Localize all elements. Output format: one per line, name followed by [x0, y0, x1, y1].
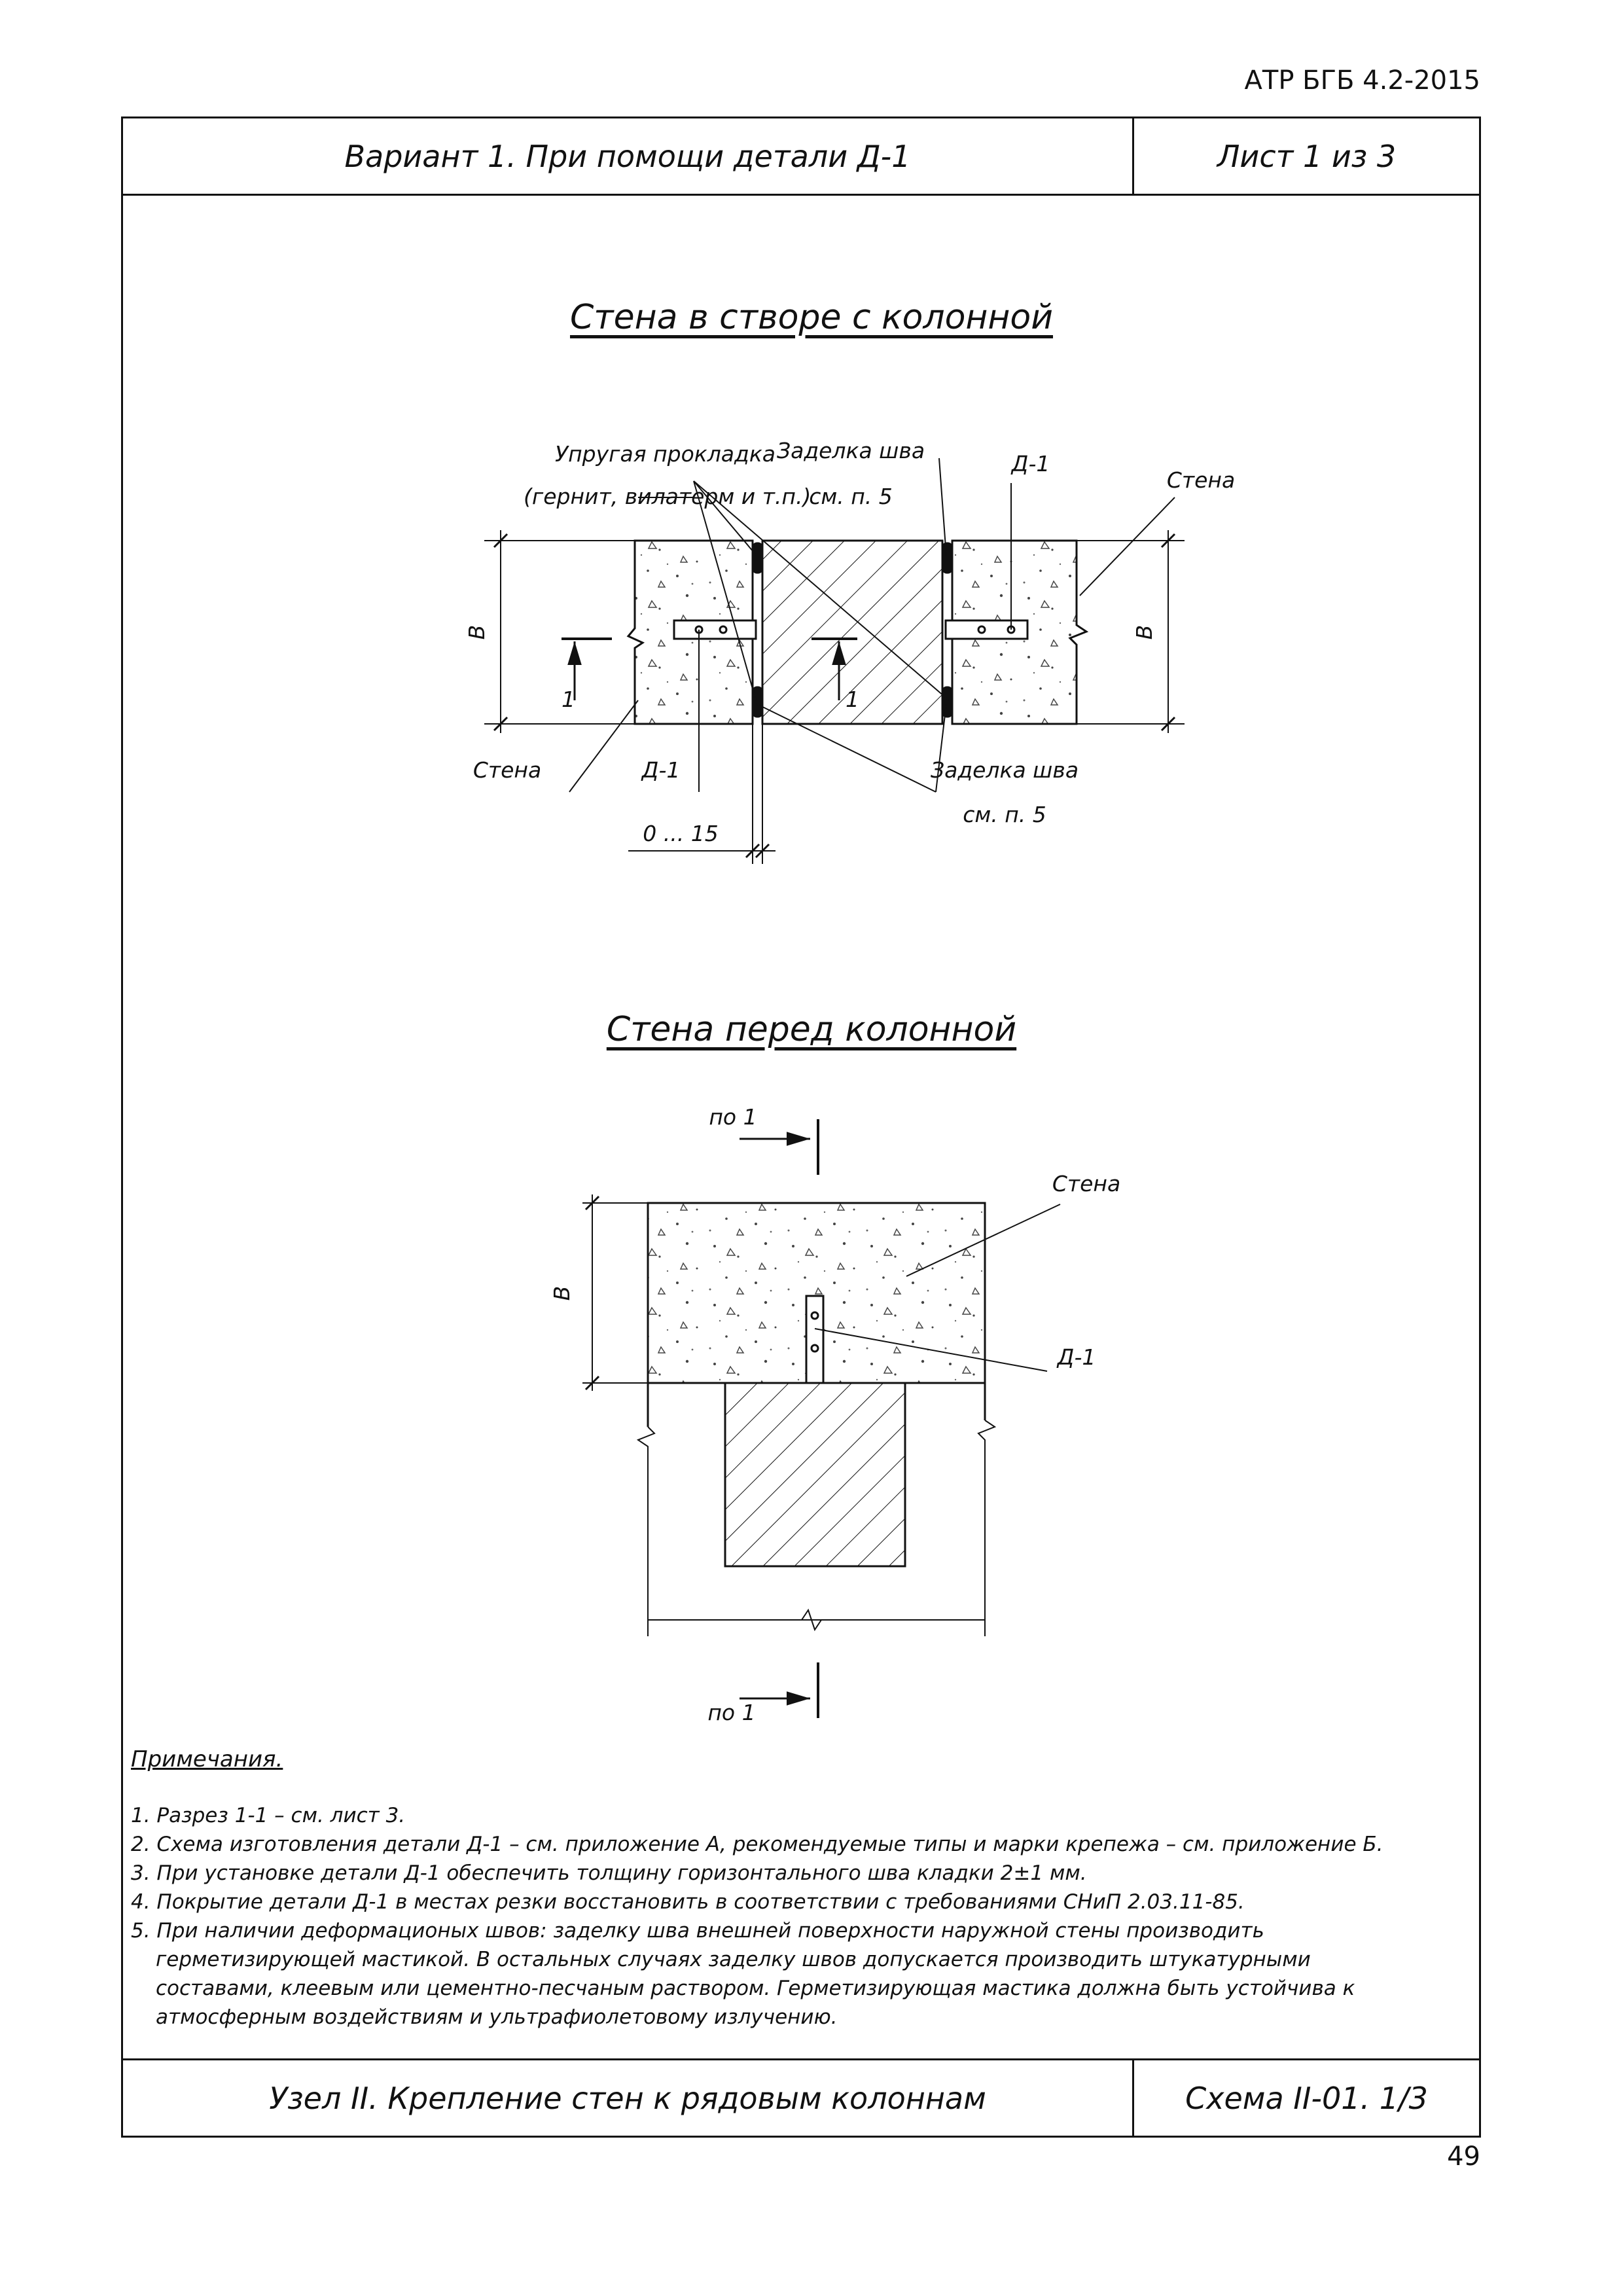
label-d1: Д-1: [1057, 1344, 1096, 1370]
page-number: 49: [1447, 2142, 1480, 2172]
label-gasket-2: (гернит, вилатерм и т.п.): [524, 484, 812, 509]
column-block: [725, 1383, 905, 1566]
label-gasket-1: Упругая прокладка: [555, 441, 776, 467]
label-seal-bottom-1: Заделка шва: [930, 757, 1079, 783]
label-wall: Стена: [1052, 1171, 1121, 1196]
document-code: АТР БГБ 4.2-2015: [1244, 65, 1480, 96]
label-seal-top-2: см. п. 5: [809, 484, 893, 509]
plate-d1-left: [674, 620, 756, 639]
seal-right-bottom: [942, 687, 952, 717]
note-item: 4. Покрытие детали Д-1 в местах резки восстановить в соответствии с требованиями СНиП 2.03.11-85.: [131, 1890, 1245, 1914]
section-1-drawing: [484, 458, 1185, 864]
note-item: 3. При установке детали Д-1 обеспечить толщину горизонтального шва кладки 2±1 мм.: [131, 1861, 1087, 1885]
label-d1-top: Д-1: [1011, 451, 1050, 476]
notes-list: [131, 1801, 1387, 2032]
plate-d1-vertical: [806, 1296, 823, 1383]
label-dim: В: [549, 1285, 575, 1301]
notes-heading: Примечания.: [131, 1746, 283, 1772]
sheet-number: Лист 1 из 3: [1217, 138, 1397, 174]
label-seal-top-1: Заделка шва: [776, 438, 925, 463]
scheme-number: Схема II-01. 1/3: [1185, 2080, 1428, 2116]
label-cut-right: 1: [846, 687, 859, 712]
label-dim-left: В: [464, 624, 490, 640]
label-seal-bottom-2: см. п. 5: [963, 802, 1046, 827]
note-item: 5. При наличии деформационых швов: заделку шва внешней поверхности наружной стены производить герметизирующей мастикой. В остальных случаях заделку швов допускается производить штукатурными составами, клеевым или цементно-песчаным раствором. Герметизирующая мастика должна быть устойчива к атмосферным воздействиям и ультрафиолетовому излучению.: [131, 1919, 1355, 2029]
note-item: 1. Разрез 1-1 – см. лист 3.: [131, 1804, 406, 1827]
section-1-title: Стена в створе с колонной: [569, 298, 1054, 337]
label-d1-bottom: Д-1: [641, 757, 681, 783]
label-cut-top: по 1: [709, 1104, 757, 1130]
section-2-title: Стена перед колонной: [606, 1010, 1017, 1049]
node-title: Узел II. Крепление стен к рядовым колоннам: [123, 2060, 1134, 2136]
label-cut-left: 1: [562, 687, 575, 712]
label-wall-right: Стена: [1166, 467, 1236, 493]
seal-right-top: [942, 543, 952, 573]
label-wall-left: Стена: [473, 757, 542, 783]
section-2-drawing: [582, 1119, 1060, 1718]
note-item: 2. Схема изготовления детали Д-1 – см. приложение А, рекомендуемые типы и марки крепежа – см. приложение Б.: [131, 1833, 1383, 1856]
variant-title: Вариант 1. При помощи детали Д-1: [123, 118, 1134, 194]
label-gap: 0 ... 15: [643, 821, 719, 846]
label-dim-right: В: [1132, 624, 1157, 640]
seal-left-top: [753, 543, 762, 573]
label-cut-bottom: по 1: [707, 1700, 756, 1725]
